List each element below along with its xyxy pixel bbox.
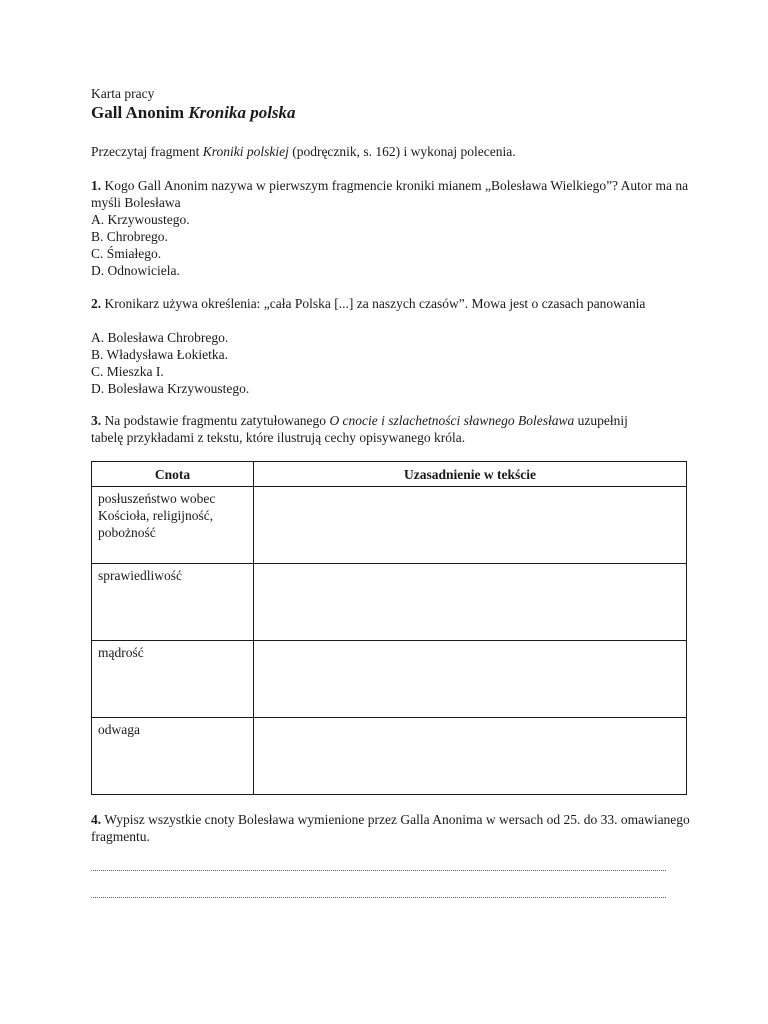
justification-answer-cell[interactable]: [254, 718, 687, 795]
table-row: [92, 641, 687, 718]
justification-answer-cell[interactable]: [254, 641, 687, 718]
option-item: A. Bolesława Chrobrego.: [91, 330, 229, 345]
question-2-number: 2.: [91, 296, 102, 311]
table-header-row: [92, 462, 687, 487]
question-1-text: Kogo Gall Anonim nazywa w pierwszym fragmencie kroniki mianem „Bolesława Wielkiego”? Autor ma na myśli Bolesława: [91, 178, 689, 210]
answer-line[interactable]: [91, 895, 666, 898]
question-4-text: Wypisz wszystkie cnoty Bolesława wymienione przez Galla Anonima w wersach od 25. do 33. omawianego fragmentu.: [91, 812, 690, 844]
virtue-cell: posłuszeństwo wobec Kościoła, religijność, pobożność: [92, 487, 254, 564]
virtue-cell: mądrość: [92, 641, 254, 718]
question-1: [91, 177, 691, 211]
question-4: [91, 811, 691, 845]
column-header-virtue: Cnota: [92, 462, 254, 487]
option-item: C. Mieszka I.: [91, 364, 164, 379]
intro-after: (podręcznik, s. 162) i wykonaj polecenia.: [288, 144, 516, 159]
option-item: A. Krzywoustego.: [91, 212, 190, 227]
question-1-number: 1.: [91, 178, 102, 193]
option-item: D. Odnowiciela.: [91, 263, 180, 278]
worksheet-label: Karta pracy: [91, 86, 155, 101]
virtue-cell: odwaga: [92, 718, 254, 795]
question-2-options: [91, 329, 249, 397]
intro-work-title: Kroniki polskiej: [202, 144, 289, 159]
answer-line[interactable]: [91, 868, 666, 871]
justification-answer-cell[interactable]: [254, 487, 687, 564]
question-1-options: [91, 211, 190, 279]
question-3-text-before: Na podstawie fragmentu zatytułowanego: [104, 413, 330, 428]
virtues-table: [91, 461, 687, 795]
virtue-cell: sprawiedliwość: [92, 564, 254, 641]
option-item: B. Władysława Łokietka.: [91, 347, 228, 362]
question-3-fragment-title: O cnocie i szlachetności sławnego Bolesława: [329, 413, 575, 428]
question-2-text: Kronikarz używa określenia: „cała Polska [...] za naszych czasów”. Mowa jest o czasach panowania: [104, 296, 646, 311]
question-3-text-after: uzupełnij tabelę przykładami z tekstu, które ilustrują cechy opisywanego króla.: [91, 413, 628, 445]
table-row: [92, 718, 687, 795]
question-2: [91, 295, 691, 312]
title-work: Kronika polska: [188, 103, 296, 122]
justification-answer-cell[interactable]: [254, 564, 687, 641]
question-4-number: 4.: [91, 812, 102, 827]
table-row: [92, 564, 687, 641]
option-item: C. Śmiałego.: [91, 246, 162, 261]
worksheet-title: [91, 103, 296, 123]
question-3-number: 3.: [91, 413, 102, 428]
table-row: [92, 487, 687, 564]
question-3: [91, 412, 661, 446]
intro-before: Przeczytaj fragment: [91, 144, 203, 159]
option-item: D. Bolesława Krzywoustego.: [91, 381, 250, 396]
title-author: Gall Anonim: [91, 103, 185, 122]
option-item: B. Chrobrego.: [91, 229, 168, 244]
column-header-justification: Uzasadnienie w tekście: [254, 462, 687, 487]
instructions: [91, 143, 516, 160]
